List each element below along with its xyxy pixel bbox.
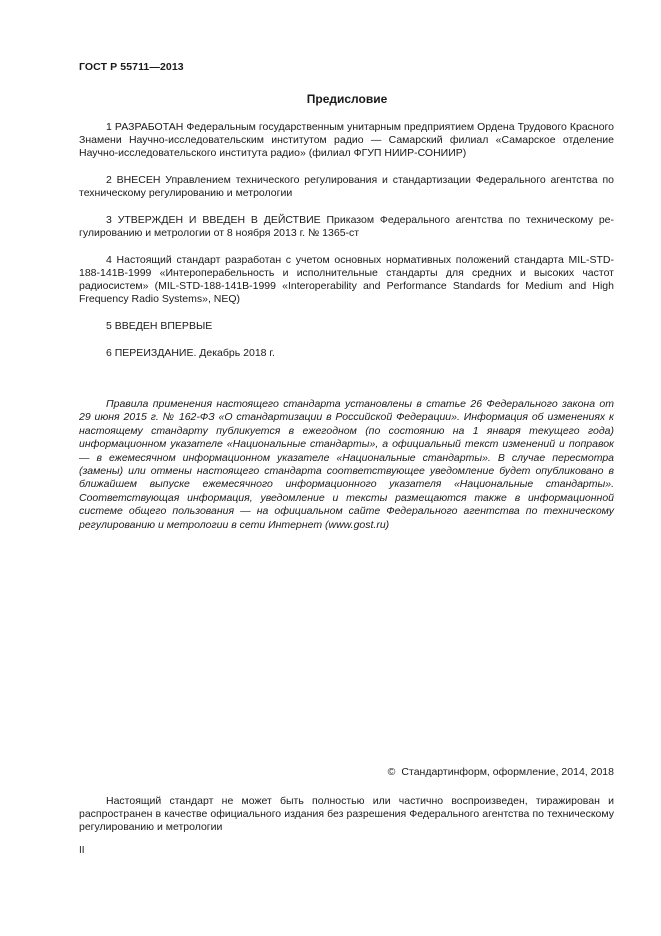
foreword-item-1: 1 РАЗРАБОТАН Федеральным государственным унитарным предприятием Ордена Трудового Красного Знамени Научно-исследовательским институтом радио — Самарский филиал «Самарское отделение Научно-исследовательского института радио» (филиал ФГУП НИИР-СОНИИР) bbox=[79, 121, 614, 159]
reproduction-notice: Настоящий стандарт не может быть полностью или частично воспроизведен, тиражирован и распространен в качестве официального издания без разрешения Федерального агентства по техническому регулированию и метрологии bbox=[79, 795, 614, 833]
page-number: II bbox=[79, 845, 85, 856]
foreword-item-3: 3 УТВЕРЖДЕН И ВВЕДЕН В ДЕЙСТВИЕ Приказом Федерального агентства по техническому ре-гулированию и метрологии от 8 ноября 2013 г. № 1365-ст bbox=[79, 214, 614, 239]
foreword-item-2: 2 ВНЕСЕН Управлением технического регулирования и стандартизации Федерального агентства по техническому регулированию и метрологии bbox=[79, 174, 614, 199]
standard-application-notice: Правила применения настоящего стандарта установлены в статье 26 Федерального закона от 29 июня 2015 г. № 162-ФЗ «О стандартизации в Российской Федерации». Информация об изменениях к настоящему стандарту публикуется в ежегодном (по состоянию на 1 января текущего года) информационном указателе «Национальные стандарты», а официальный текст изменений и поправок — в ежемесячном информационном указателе «Национальные стандарты». В случае пересмотра (замены) или отмены настоящего стандарта соответствующее уведомление будет опубликовано в ближайшем выпуске ежемесячного информационного указателя «Национальные стандарты». Соответствующая информация, уведомление и тексты размещаются также в информационной системе общего пользования — на официальном сайте Федерального агентства по техническому регулированию и метрологии в сети Интернет (www.gost.ru) bbox=[79, 398, 614, 531]
foreword-item-4: 4 Настоящий стандарт разработан с учетом основных нормативных положений стандарта MIL-STD-188-141B-1999 «Интероперабельность и исполнительные стандарты для средних и высоких частот радиосистем» (MIL-STD-188-141B-1999 «Interoperability and Performance Standards for Medium and High Frequency Radio Systems», NEQ) bbox=[79, 254, 614, 305]
copyright-text: Стандартинформ, оформление, 2014, 2018 bbox=[401, 766, 614, 778]
document-code: ГОСТ Р 55711—2013 bbox=[79, 61, 184, 73]
section-title: Предисловие bbox=[306, 92, 388, 106]
copyright-symbol: © bbox=[387, 766, 396, 778]
foreword-item-5: 5 ВВЕДЕН ВПЕРВЫЕ bbox=[106, 320, 213, 332]
copyright-line bbox=[388, 766, 614, 778]
foreword-item-6: 6 ПЕРЕИЗДАНИЕ. Декабрь 2018 г. bbox=[106, 347, 275, 359]
